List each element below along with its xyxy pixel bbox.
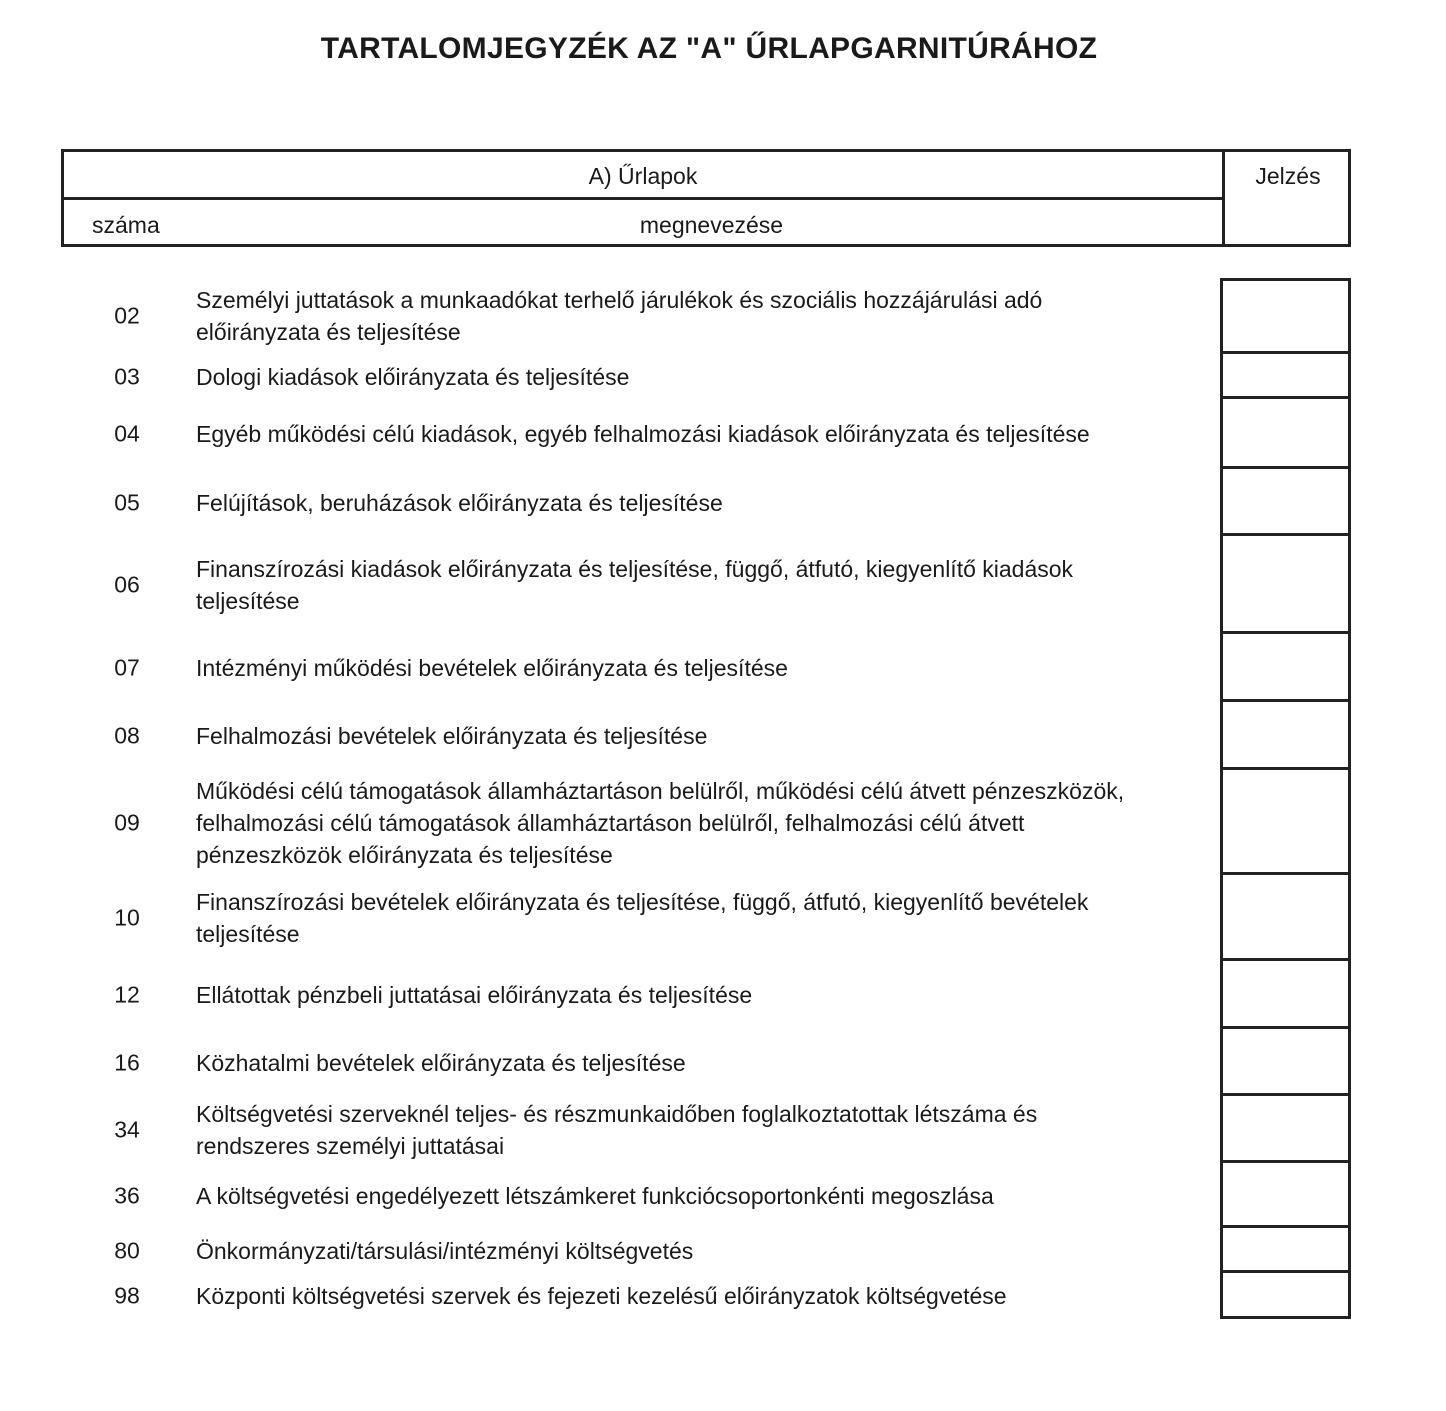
form-name: Közhatalmi bevételek előirányzata és teljesítése — [196, 1049, 686, 1076]
form-number: 03 — [114, 363, 140, 389]
form-name: Központi költségvetési szervek és fejezeti kezelésű előirányzatok költségvetése — [196, 1283, 1007, 1309]
table-row — [0, 1228, 1446, 1273]
form-number: 05 — [114, 489, 140, 515]
mark-cell[interactable] — [1220, 399, 1351, 469]
table-row — [0, 1273, 1446, 1319]
form-number: 08 — [114, 722, 140, 749]
form-name: Finanszírozási kiadások előirányzata és teljesítése, függő, átfutó, kiegyenlítő kiadások teljesítése — [196, 556, 1074, 614]
mark-cell[interactable] — [1220, 536, 1351, 634]
table-row — [0, 875, 1446, 961]
form-name: Finanszírozási bevételek előirányzata és teljesítése, függő, átfutó, kiegyenlítő bevételek teljesítése — [196, 889, 1089, 947]
form-name: Felújítások, beruházások előirányzata és teljesítése — [196, 489, 723, 516]
form-name: Dologi kiadások előirányzata és teljesítése — [196, 363, 630, 390]
mark-cell[interactable] — [1220, 278, 1351, 354]
form-number: 04 — [114, 420, 140, 447]
mark-cell[interactable] — [1220, 1273, 1351, 1319]
form-number: 07 — [114, 654, 140, 681]
table-row — [0, 702, 1446, 770]
mark-cell[interactable] — [1220, 354, 1351, 399]
table-row — [0, 399, 1446, 469]
form-name: Költségvetési szerveknél teljes- és részmunkaidőben foglalkoztatottak létszáma és rendszeres személyi juttatásai — [196, 1100, 1038, 1159]
forms-group-label: A) Űrlapok — [588, 163, 698, 189]
form-number: 98 — [114, 1282, 140, 1309]
mark-cell[interactable] — [1220, 1228, 1351, 1273]
form-name: Egyéb működési célú kiadások, egyéb felhalmozási kiadások előirányzata és teljesítése — [196, 421, 1090, 447]
form-number: 80 — [114, 1237, 140, 1263]
mark-column-label: Jelzés — [1255, 163, 1321, 189]
form-name: Önkormányzati/társulási/intézményi költségvetés — [196, 1237, 694, 1264]
form-number: 36 — [114, 1182, 140, 1208]
form-name: Intézményi működési bevételek előirányzata és teljesítése — [196, 655, 788, 681]
form-name: Ellátottak pénzbeli juttatásai előirányzata és teljesítése — [196, 982, 753, 1008]
table-row — [0, 770, 1446, 875]
page-title: TARTALOMJEGYZÉK AZ "A" ŰRLAPGARNITÚRÁHOZ — [320, 32, 1098, 65]
table-row — [0, 1029, 1446, 1096]
mark-cell[interactable] — [1220, 961, 1351, 1029]
mark-cell[interactable] — [1220, 1096, 1351, 1163]
mark-cell[interactable] — [1220, 770, 1351, 875]
form-name: Működési célú támogatások államháztartáson belülről, működési célú átvett pénzeszközök, felhalmozási célú támogatások államháztartáson belülről, felhalmozási célú átvett pénzeszközök előirányzata és teljesítése — [196, 777, 1125, 868]
table-row — [0, 278, 1446, 354]
form-number: 10 — [114, 904, 140, 931]
mark-cell[interactable] — [1220, 634, 1351, 702]
table-row — [0, 1096, 1446, 1163]
form-number: 09 — [114, 809, 140, 835]
table-row — [0, 536, 1446, 634]
form-number: 16 — [114, 1049, 140, 1075]
form-number: 34 — [114, 1116, 140, 1142]
mark-cell[interactable] — [1220, 702, 1351, 770]
name-column-label: megnevezése — [639, 212, 784, 238]
table-row — [0, 469, 1446, 536]
mark-cell[interactable] — [1220, 1029, 1351, 1096]
table-row — [0, 354, 1446, 399]
table-row — [0, 1163, 1446, 1228]
table-row — [0, 634, 1446, 702]
mark-cell[interactable] — [1220, 1163, 1351, 1228]
form-name: Felhalmozási bevételek előirányzata és teljesítése — [196, 723, 708, 749]
form-number: 06 — [114, 571, 140, 598]
table-row — [0, 961, 1446, 1029]
form-number: 02 — [114, 302, 140, 329]
mark-cell[interactable] — [1220, 875, 1351, 961]
form-name: Személyi juttatások a munkaadókat terhelő járulékok és szociális hozzájárulási adó előirányzata és teljesítése — [196, 287, 1043, 345]
number-column-label: száma — [92, 212, 160, 238]
form-number: 12 — [114, 981, 140, 1008]
mark-cell[interactable] — [1220, 469, 1351, 536]
form-name: A költségvetési engedélyezett létszámkeret funkciócsoportonkénti megoszlása — [196, 1182, 994, 1209]
